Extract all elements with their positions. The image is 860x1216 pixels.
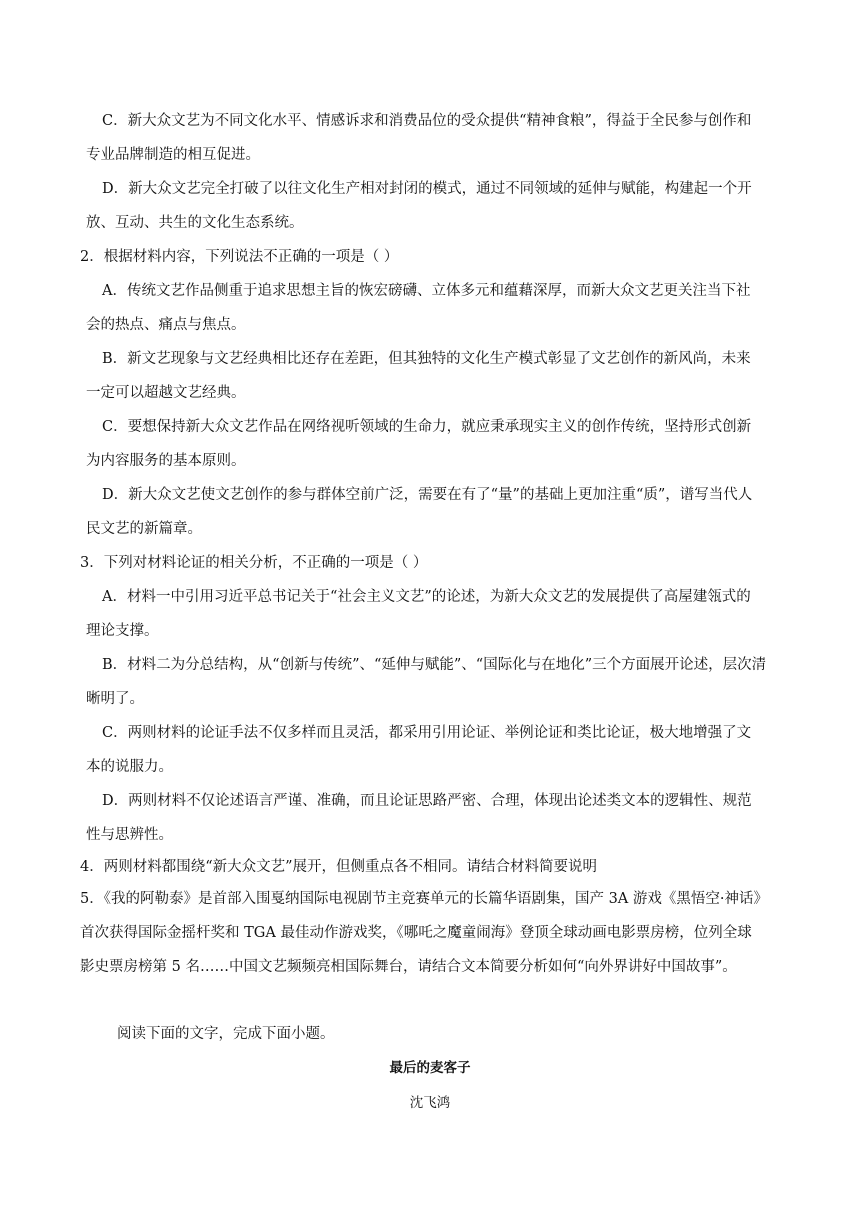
q1-option-d-line1: D．新大众文艺完全打破了以往文化生产相对封闭的模式，通过不同领域的延伸与赋能，构建起一个开 (102, 181, 752, 197)
q2-option-c-line2: 为内容服务的基本原则。 (86, 453, 246, 469)
q3-stem: 3．下列对材料论证的相关分析，不正确的一项是（ ） (80, 555, 428, 571)
q2-option-a-line1: A．传统文艺作品侧重于追求思想主旨的恢宏磅礴、立体多元和蕴藉深厚，而新大众文艺更关注当下社 (102, 283, 751, 299)
article-author: 沈飞鸿 (409, 1095, 451, 1111)
q3-option-b-line1: B．材料二为分总结构，从“创新与传统”、“延伸与赋能”、“国际化与在地化”三个方面展开论述，层次清 (102, 657, 767, 673)
q3-option-a-line1: A．材料一中引用习近平总书记关于“社会主义文艺”的论述，为新大众文艺的发展提供了高屋建瓴式的 (102, 589, 751, 605)
q5-line3: 影史票房榜第 5 名……中国文艺频频亮相国际舞台，请结合文本简要分析如何“向外界讲好中国故事”。 (80, 959, 737, 975)
q3-option-d-line1: D．两则材料不仅论述语言严谨、准确，而且论证思路严密、合理，体现出论述类文本的逻辑性、规范 (102, 793, 752, 809)
q2-stem: 2．根据材料内容，下列说法不正确的一项是（ ） (80, 249, 399, 265)
q5-line1: 5．《我的阿勒泰》是首部入围戛纳国际电视剧节主竞赛单元的长篇华语剧集，国产 3A 游戏《黑悟空·神话》 (80, 891, 768, 907)
q1-option-c-line2: 专业品牌制造的相互促进。 (86, 147, 260, 163)
q3-option-a-line2: 理论支撑。 (86, 623, 159, 639)
q2-option-c-line1: C．要想保持新大众文艺作品在网络视听领域的生命力，就应秉承现实主义的创作传统，坚持形式创新 (102, 419, 752, 435)
article-title: 最后的麦客子 (389, 1060, 471, 1076)
q3-option-b-line2: 晰明了。 (86, 691, 144, 707)
q3-option-d-line2: 性与思辨性。 (86, 827, 173, 843)
q4-stem: 4．两则材料都围绕“新大众文艺”展开，但侧重点各不相同。请结合材料简要说明 (80, 859, 598, 875)
q5-line2: 首次获得国际金摇杆奖和 TGA 最佳动作游戏奖，《哪吒之魔童闹海》登顶全球动画电影票房榜，位列全球 (80, 925, 752, 941)
q1-option-d-line2: 放、互动、共生的文化生态系统。 (86, 215, 304, 231)
q2-option-a-line2: 会的热点、痛点与焦点。 (86, 317, 246, 333)
q2-option-d-line2: 民文艺的新篇章。 (86, 521, 202, 537)
q1-option-c-line1: C．新大众文艺为不同文化水平、情感诉求和消费品位的受众提供“精神食粮”，得益于全民参与创作和 (102, 113, 752, 129)
q3-option-c-line1: C．两则材料的论证手法不仅多样而且灵活，都采用引用论证、举例论证和类比论证，极大地增强了文 (102, 725, 752, 741)
q2-option-b-line2: 一定可以超越文艺经典。 (86, 385, 246, 401)
reading-instruction: 阅读下面的文字，完成下面小题。 (117, 1026, 335, 1042)
q2-option-b-line1: B．新文艺现象与文艺经典相比还存在差距，但其独特的文化生产模式彰显了文艺创作的新风尚，未来 (102, 351, 751, 367)
q2-option-d-line1: D．新大众文艺使文艺创作的参与群体空前广泛，需要在有了“量”的基础上更加注重“质”，谱写当代人 (102, 487, 753, 503)
q3-option-c-line2: 本的说服力。 (86, 759, 173, 775)
